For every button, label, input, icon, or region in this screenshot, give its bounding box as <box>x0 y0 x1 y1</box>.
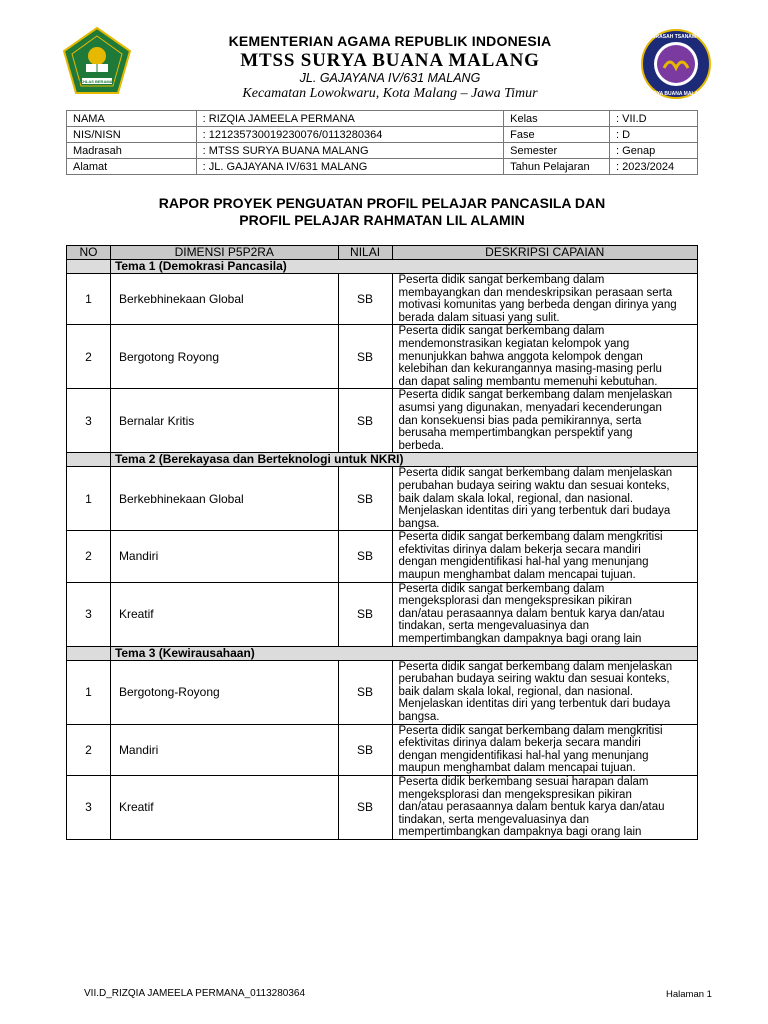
row-grade: SB <box>338 775 392 839</box>
row-dimension: Berkebhinekaan Global <box>110 467 338 531</box>
table-row <box>67 724 698 775</box>
row-dimension: Bergotong Royong <box>110 325 338 389</box>
row-grade: SB <box>338 389 392 453</box>
description-line: dan/atau perasaannya dalam bentuk karya dan/atau <box>398 607 665 620</box>
row-number: 2 <box>67 724 111 775</box>
row-description <box>392 775 697 839</box>
report-title-line1: RAPOR PROYEK PENGUATAN PROFIL PELAJAR PANCASILA DAN <box>158 195 606 211</box>
description-line: Peserta didik sangat berkembang dalam <box>398 325 605 338</box>
row-grade: SB <box>338 467 392 531</box>
row-description <box>392 582 697 646</box>
description-line: Peserta didik berkembang sesuai harapan dalam <box>398 775 649 788</box>
row-grade: SB <box>338 531 392 582</box>
description-line: Peserta didik sangat berkembang dalam mengkritisi <box>398 531 663 544</box>
description-line: asumsi yang digunakan, menyadari kecenderungan <box>398 401 662 414</box>
theme-row <box>67 646 698 660</box>
description-line: menunjukkan bahwa anggota kelompok dengan <box>398 350 643 363</box>
table-row <box>67 325 698 389</box>
row-grade: SB <box>338 582 392 646</box>
description-line: berada dalam situasi yang sulit. <box>398 311 560 324</box>
info-label: NIS/NISN <box>67 127 197 143</box>
info-label-2: Fase <box>504 127 610 143</box>
theme-title: Tema 3 (Kewirausahaan) <box>110 646 697 660</box>
description-line: motivasi komunitas yang berbeda dengan dirinya yang <box>398 299 677 312</box>
row-dimension: Berkebhinekaan Global <box>110 274 338 325</box>
info-value-2: : VII.D <box>610 111 698 127</box>
info-label-2: Kelas <box>504 111 610 127</box>
row-grade: SB <box>338 325 392 389</box>
description-line: dan/atau perasaannya dalam bentuk karya dan/atau <box>398 801 665 814</box>
table-row <box>67 582 698 646</box>
description-line: mengeksplorasi dan mengekspresikan pikiran <box>398 788 632 801</box>
row-description <box>392 467 697 531</box>
info-label: Madrasah <box>67 143 197 159</box>
row-number: 3 <box>67 775 111 839</box>
theme-row <box>67 260 698 274</box>
report-title <box>66 195 698 229</box>
header-nilai: NILAI <box>338 246 392 260</box>
theme-row-blank <box>67 646 111 660</box>
row-number: 1 <box>67 467 111 531</box>
info-value-2: : 2023/2024 <box>610 159 698 175</box>
header-no: NO <box>67 246 111 260</box>
description-line: mengeksplorasi dan mengekspresikan pikiran <box>398 595 632 608</box>
description-line: mendemonstrasikan kegiatan kelompok yang <box>398 337 630 350</box>
info-label-2: Semester <box>504 143 610 159</box>
description-line: Peserta didik sangat berkembang dalam <box>398 274 605 286</box>
student-info-row <box>67 143 698 159</box>
row-number: 2 <box>67 325 111 389</box>
row-description <box>392 389 697 453</box>
table-header-row <box>67 246 698 260</box>
description-line: berusaha mempertimbangkan perspektif yang <box>398 427 633 440</box>
description-line: mempertimbangkan dampaknya bagi orang lain <box>398 633 642 646</box>
table-row <box>67 660 698 724</box>
school-address: JL. GAJAYANA IV/631 MALANG <box>299 71 481 85</box>
info-value-2: : Genap <box>610 143 698 159</box>
table-row <box>67 531 698 582</box>
info-value: : MTSS SURYA BUANA MALANG <box>196 143 503 159</box>
row-number: 3 <box>67 389 111 453</box>
row-grade: SB <box>338 274 392 325</box>
svg-text:MADRASAH TSANAWIYAH: MADRASAH TSANAWIYAH <box>644 34 708 40</box>
description-line: membayangkan dan mendeskripsikan perasaan serta <box>398 286 673 299</box>
student-info-row <box>67 159 698 175</box>
student-info-table <box>66 110 698 175</box>
row-grade: SB <box>338 660 392 724</box>
kemenag-logo <box>62 26 132 96</box>
description-line: efektivitas dirinya dalam bekerja secara mandiri <box>398 543 641 556</box>
footer-filename: VII.D_RIZQIA JAMEELA PERMANA_0113280364 <box>84 988 306 999</box>
school-name: MTSS SURYA BUANA MALANG <box>240 50 540 71</box>
description-line: bangsa. <box>398 517 440 530</box>
description-line: Peserta didik sangat berkembang dalam menjelaskan <box>398 467 673 480</box>
table-row <box>67 389 698 453</box>
header-dimensi: DIMENSI P5P2RA <box>110 246 338 260</box>
description-line: kelebihan dan kekurangannya masing-masing perlu <box>398 363 662 376</box>
description-line: Peserta didik sangat berkembang dalam menjelaskan <box>398 389 673 402</box>
description-line: perubahan budaya seiring waktu dan sesuai konteks, <box>398 673 670 686</box>
assessment-table <box>66 245 698 840</box>
description-line: dan konsekuensi bias pada pemikirannya, serta <box>398 414 642 427</box>
school-region: Kecamatan Lowokwaru, Kota Malang – Jawa Timur <box>242 86 538 101</box>
row-description <box>392 325 697 389</box>
svg-text:IKHLAS BERAMAL: IKHLAS BERAMAL <box>79 79 115 84</box>
row-number: 1 <box>67 274 111 325</box>
info-value-2: : D <box>610 127 698 143</box>
row-dimension: Mandiri <box>110 724 338 775</box>
description-line: dengan mengidentifikasi hal-hal yang menunjang <box>398 749 649 762</box>
student-info-row <box>67 111 698 127</box>
description-line: efektivitas dirinya dalam bekerja secara mandiri <box>398 737 641 750</box>
theme-row-blank <box>67 260 111 274</box>
row-dimension: Kreatif <box>110 775 338 839</box>
description-line: Peserta didik sangat berkembang dalam <box>398 582 605 595</box>
description-line: tindakan, serta mengevaluasinya dan <box>398 813 590 826</box>
description-line: perubahan budaya seiring waktu dan sesuai konteks, <box>398 479 670 492</box>
row-number: 3 <box>67 582 111 646</box>
info-value: : RIZQIA JAMEELA PERMANA <box>196 111 503 127</box>
info-label: NAMA <box>67 111 197 127</box>
row-dimension: Kreatif <box>110 582 338 646</box>
row-grade: SB <box>338 724 392 775</box>
report-title-line2: PROFIL PELAJAR RAHMATAN LIL ALAMIN <box>239 212 525 228</box>
svg-text:SURYA BUANA MALANG: SURYA BUANA MALANG <box>646 91 706 97</box>
row-description <box>392 724 697 775</box>
row-description <box>392 660 697 724</box>
theme-title: Tema 2 (Berekayasa dan Berteknologi untuk NKRI) <box>110 453 697 467</box>
theme-title: Tema 1 (Demokrasi Pancasila) <box>110 260 697 274</box>
description-line: berbeda. <box>398 439 444 452</box>
description-line: Menjelaskan identitas diri yang terbentuk dari budaya <box>398 505 671 518</box>
description-line: Menjelaskan identitas diri yang terbentuk dari budaya <box>398 698 671 711</box>
table-row <box>67 775 698 839</box>
description-line: dan dapat saling membantu memenuhi kebutuhan. <box>398 375 658 388</box>
description-line: maupun menghambat dalam mencapai tujuan. <box>398 762 636 775</box>
row-number: 1 <box>67 660 111 724</box>
row-dimension: Mandiri <box>110 531 338 582</box>
description-line: Peserta didik sangat berkembang dalam mengkritisi <box>398 724 663 737</box>
info-value: : 121235730019230076/0113280364 <box>196 127 503 143</box>
description-line: baik dalam skala lokal, regional, dan nasional. <box>398 492 634 505</box>
header-deskripsi: DESKRIPSI CAPAIAN <box>392 246 697 260</box>
row-description <box>392 531 697 582</box>
info-label: Alamat <box>67 159 197 175</box>
theme-row <box>67 453 698 467</box>
row-number: 2 <box>67 531 111 582</box>
madrasah-logo <box>640 28 712 100</box>
description-line: bangsa. <box>398 711 440 723</box>
row-description <box>392 274 697 325</box>
ministry-title: KEMENTERIAN AGAMA REPUBLIK INDONESIA <box>228 33 552 49</box>
row-dimension: Bernalar Kritis <box>110 389 338 453</box>
description-line: Peserta didik sangat berkembang dalam menjelaskan <box>398 660 673 673</box>
info-value: : JL. GAJAYANA IV/631 MALANG <box>196 159 503 175</box>
info-label-2: Tahun Pelajaran <box>504 159 610 175</box>
description-line: mempertimbangkan dampaknya bagi orang lain <box>398 826 642 839</box>
table-row <box>67 467 698 531</box>
student-info-row <box>67 127 698 143</box>
description-line: baik dalam skala lokal, regional, dan nasional. <box>398 685 634 698</box>
theme-row-blank <box>67 453 111 467</box>
table-row <box>67 274 698 325</box>
row-dimension: Bergotong-Royong <box>110 660 338 724</box>
description-line: dengan mengidentifikasi hal-hal yang menunjang <box>398 556 649 569</box>
description-line: tindakan, serta mengevaluasinya dan <box>398 620 590 633</box>
footer-page-number: Halaman 1 <box>666 989 712 1000</box>
description-line: maupun menghambat dalam mencapai tujuan. <box>398 569 636 582</box>
